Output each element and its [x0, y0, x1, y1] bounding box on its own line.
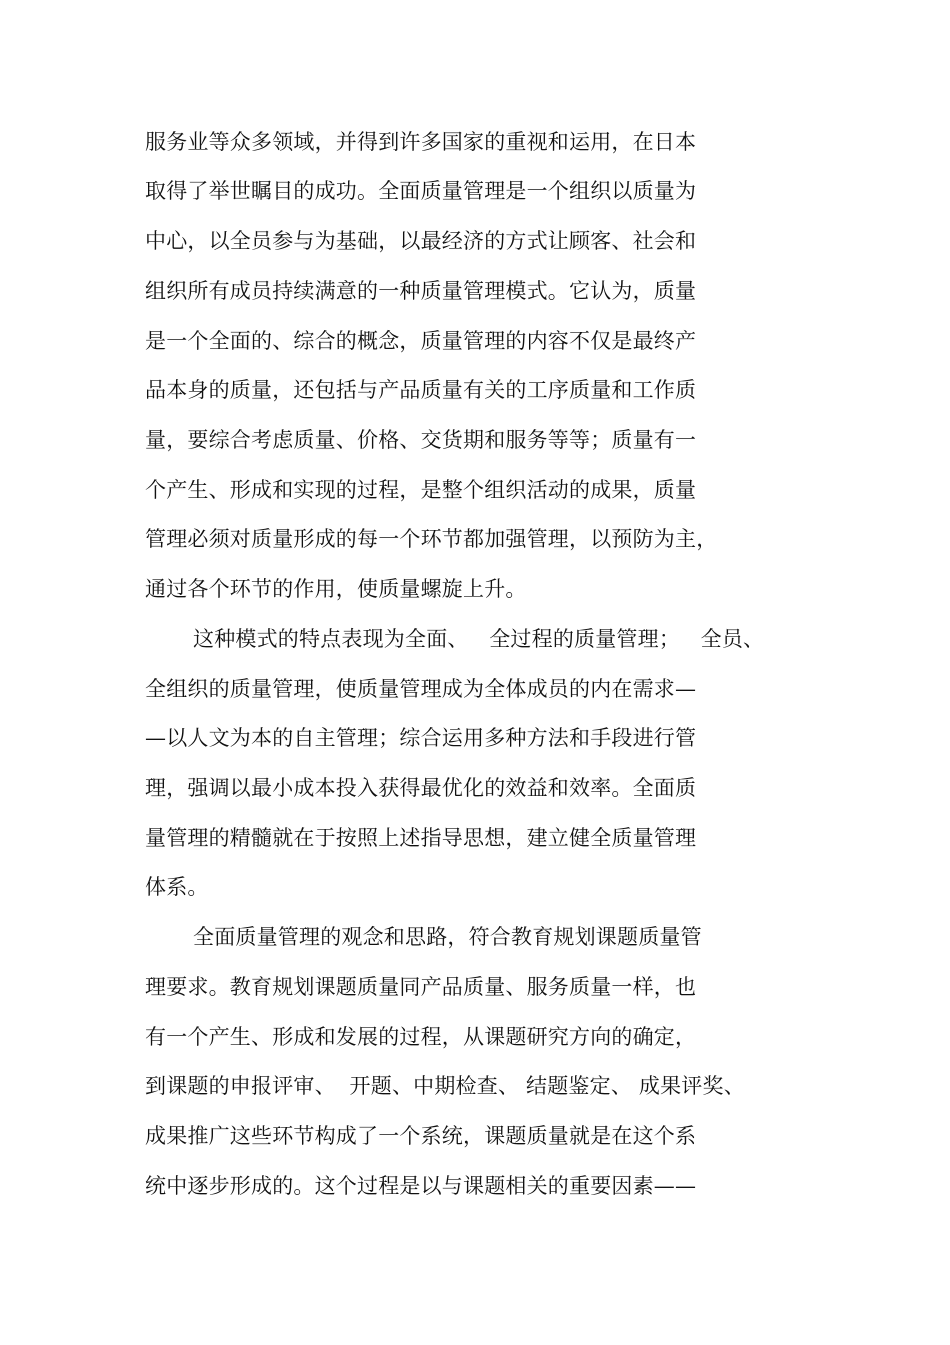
- text-line: 有一个产生、形成和发展的过程，从课题研究方向的确定，: [145, 1025, 697, 1049]
- text-line: 管理必须对质量形成的每一个环节都加强管理，以预防为主，: [145, 527, 718, 551]
- text-line: 理，强调以最小成本投入获得最优化的效益和效率。全面质: [145, 776, 697, 800]
- text-line: 取得了举世瞩目的成功。全面质量管理是一个组织以质量为: [145, 179, 697, 203]
- text-line: 到课题的申报评审、 开题、中期检查、 结题鉴定、 成果评奖、: [145, 1074, 745, 1098]
- text-line: 量管理的精髓就在于按照上述指导思想，建立健全质量管理: [145, 826, 697, 850]
- text-line: 服务业等众多领域，并得到许多国家的重视和运用，在日本: [145, 130, 697, 154]
- paragraph-first-line: 这种模式的特点表现为全面、 全过程的质量管理； 全员、: [193, 627, 765, 651]
- text-line: 中心，以全员参与为基础，以最经济的方式让顾客、社会和: [145, 229, 697, 253]
- text-line: 统中逐步形成的。这个过程是以与课题相关的重要因素——: [145, 1174, 697, 1198]
- text-line: 全组织的质量管理，使质量管理成为全体成员的内在需求—: [145, 677, 697, 701]
- text-line: 理要求。教育规划课题质量同产品质量、服务质量一样，也: [145, 975, 697, 999]
- text-line: —以人文为本的自主管理；综合运用多种方法和手段进行管: [145, 726, 697, 750]
- text-line: 量，要综合考虑质量、价格、交货期和服务等等；质量有一: [145, 428, 697, 452]
- paragraph-first-line: 全面质量管理的观念和思路，符合教育规划课题质量管: [193, 925, 702, 949]
- text-line: 个产生、形成和实现的过程，是整个组织活动的成果，质量: [145, 478, 697, 502]
- text-line: 通过各个环节的作用，使质量螺旋上升。: [145, 577, 527, 601]
- text-line: 成果推广这些环节构成了一个系统，课题质量就是在这个系: [145, 1124, 697, 1148]
- text-line: 是一个全面的、综合的概念，质量管理的内容不仅是最终产: [145, 329, 697, 353]
- text-line: 组织所有成员持续满意的一种质量管理模式。它认为，质量: [145, 279, 697, 303]
- text-line: 品本身的质量，还包括与产品质量有关的工序质量和工作质: [145, 378, 697, 402]
- text-line: 体系。: [145, 875, 209, 899]
